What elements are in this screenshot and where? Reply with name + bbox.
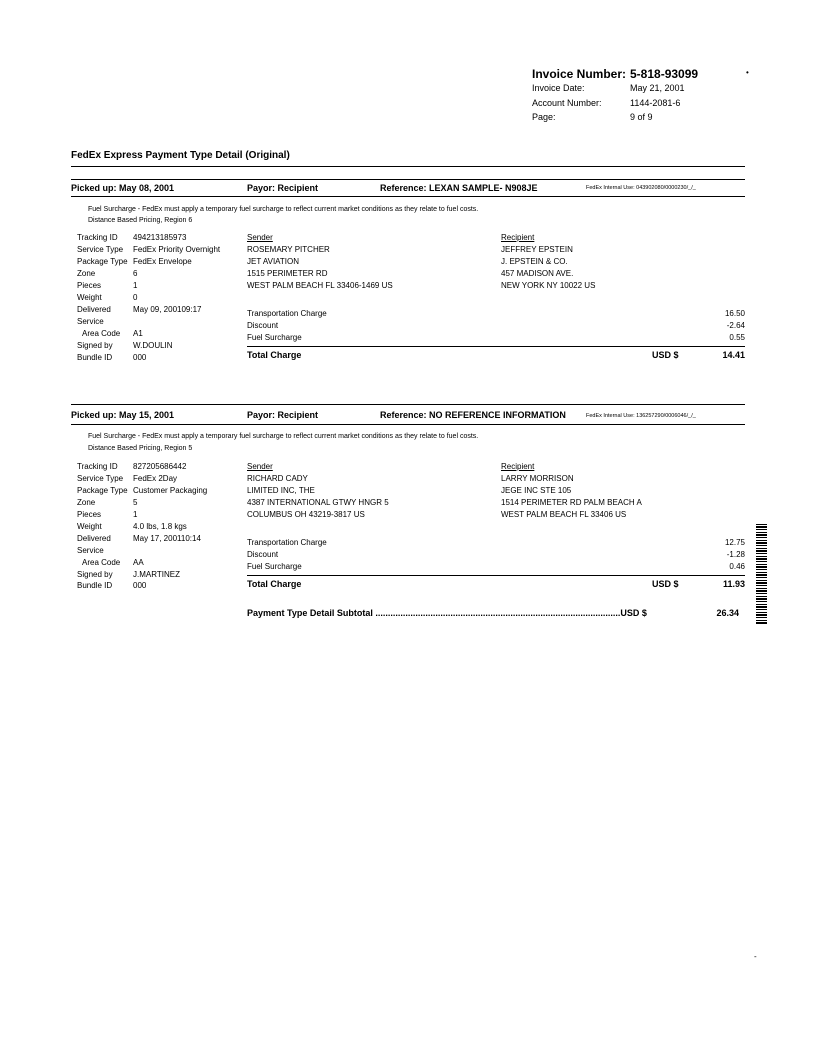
tracking-label: Tracking ID [77, 462, 118, 471]
sender-label: Sender [247, 462, 273, 471]
pieces: 1 [133, 510, 138, 519]
bundle-id-label: Bundle ID [77, 353, 113, 362]
service-label: Service [77, 317, 104, 326]
charge-amount: 16.50 [724, 309, 745, 318]
charge-label: Discount [247, 550, 279, 559]
recipient-label: Recipient [501, 233, 535, 242]
tracking-id: 494213185973 [133, 233, 187, 242]
total-rule [247, 346, 745, 347]
recipient-line: 457 MADISON AVE. [501, 269, 574, 278]
fuel-note: Fuel Surcharge - FedEx must apply a temporary fuel surcharge to reflect current market conditions as they relate to fuel costs. [88, 206, 479, 213]
invoice-number-label: Invoice Number: [532, 67, 627, 81]
sender-label: Sender [247, 233, 273, 242]
picked-up-date: Picked up: May 08, 2001 [71, 183, 175, 193]
pieces-label: Pieces [77, 510, 102, 519]
charge-amount: -1.28 [726, 550, 745, 559]
total-currency: USD $ [652, 350, 679, 360]
page-label: Page: [532, 112, 556, 122]
sender-line: LIMITED INC, THE [247, 486, 315, 495]
weight-label: Weight [77, 293, 102, 302]
service-type: FedEx 2Day [133, 474, 178, 483]
package-type-label: Package Type [77, 486, 128, 495]
pieces-label: Pieces [77, 281, 102, 290]
zone: 5 [133, 498, 138, 507]
sender-line: COLUMBUS OH 43219-3817 US [247, 510, 365, 519]
charge-label: Fuel Surcharge [247, 562, 302, 571]
section-rule [71, 166, 745, 167]
charge-amount: 0.46 [729, 562, 745, 571]
service-label: Service [77, 546, 104, 555]
invoice-number: 5-818-93099 [630, 67, 699, 81]
footer-mark: - [754, 952, 757, 961]
zone-label: Zone [77, 498, 96, 507]
area-code-label: Area Code [82, 558, 121, 567]
pieces: 1 [133, 281, 138, 290]
recipient-line: LARRY MORRISON [501, 474, 574, 483]
recipient-label: Recipient [501, 462, 535, 471]
invoice-date: May 21, 2001 [630, 83, 685, 93]
shipment-header-rule [71, 196, 745, 197]
service-type-label: Service Type [77, 245, 124, 254]
weight-label: Weight [77, 522, 102, 531]
charge-amount: -2.64 [726, 321, 745, 330]
barcode-graphic [756, 524, 767, 624]
delivered: May 09, 200109:17 [133, 305, 202, 314]
recipient-line: JEFFREY EPSTEIN [501, 245, 573, 254]
delivered-label: Delivered [77, 305, 111, 314]
recipient-line: NEW YORK NY 10022 US [501, 281, 596, 290]
shipment-top-rule [71, 179, 745, 180]
shipment-top-rule [71, 404, 745, 405]
total-currency: USD $ [652, 579, 679, 589]
picked-up-date: Picked up: May 15, 2001 [71, 410, 175, 420]
internal-use: FedEx Internal Use: 136257290/0006046/_/_ [586, 413, 696, 419]
signed-by: W.DOULIN [133, 341, 173, 350]
sender-line: WEST PALM BEACH FL 33406-1469 US [247, 281, 393, 290]
bundle-id-label: Bundle ID [77, 581, 113, 590]
service-type: FedEx Priority Overnight [133, 245, 221, 254]
charge-label: Transportation Charge [247, 309, 327, 318]
area-code: A1 [133, 329, 143, 338]
page-number: 9 of 9 [630, 112, 653, 122]
sender-line: 1515 PERIMETER RD [247, 269, 328, 278]
sender-line: 4387 INTERNATIONAL GTWY HNGR 5 [247, 498, 389, 507]
total-rule [247, 575, 745, 576]
shipment-header-rule [71, 424, 745, 425]
reference: Reference: LEXAN SAMPLE- N908JE [380, 183, 538, 193]
signed-by-label: Signed by [77, 341, 113, 350]
package-type-label: Package Type [77, 257, 128, 266]
charge-label: Discount [247, 321, 279, 330]
pricing-note: Distance Based Pricing, Region 5 [88, 445, 193, 452]
weight: 4.0 lbs, 1.8 kgs [133, 522, 187, 531]
pricing-note: Distance Based Pricing, Region 6 [88, 217, 193, 224]
package-type: FedEx Envelope [133, 257, 192, 266]
recipient-line: JEGE INC STE 105 [501, 486, 572, 495]
recipient-line: WEST PALM BEACH FL 33406 US [501, 510, 627, 519]
charge-label: Transportation Charge [247, 538, 327, 547]
weight: 0 [133, 293, 138, 302]
sender-line: RICHARD CADY [247, 474, 308, 483]
fuel-note: Fuel Surcharge - FedEx must apply a temporary fuel surcharge to reflect current market conditions as they relate to fuel costs. [88, 433, 479, 440]
signed-by: J.MARTINEZ [133, 570, 180, 579]
payor: Payor: Recipient [247, 410, 319, 420]
recipient-line: 1514 PERIMETER RD PALM BEACH A [501, 498, 642, 507]
total-charge-label: Total Charge [247, 350, 302, 360]
area-code-label: Area Code [82, 329, 121, 338]
delivered-label: Delivered [77, 534, 111, 543]
internal-use: FedEx Internal Use: 043902080/0000230/_/_ [586, 185, 696, 191]
service-type-label: Service Type [77, 474, 124, 483]
charge-amount: 0.55 [729, 333, 745, 342]
payor: Payor: Recipient [247, 183, 319, 193]
subtotal-label: Payment Type Detail Subtotal ..................................................................................................USD $ [247, 608, 647, 618]
total-charge: 14.41 [722, 350, 745, 360]
section-title: FedEx Express Payment Type Detail (Original) [71, 150, 290, 161]
account-number: 1144-2081-6 [630, 98, 681, 108]
area-code: AA [133, 558, 144, 567]
total-charge-label: Total Charge [247, 579, 302, 589]
zone: 6 [133, 269, 138, 278]
charge-label: Fuel Surcharge [247, 333, 302, 342]
reference: Reference: NO REFERENCE INFORMATION [380, 410, 566, 420]
signed-by-label: Signed by [77, 570, 113, 579]
tracking-id: 827205686442 [133, 462, 187, 471]
delivered: May 17, 200110:14 [133, 534, 201, 543]
package-type: Customer Packaging [133, 486, 208, 495]
tracking-label: Tracking ID [77, 233, 118, 242]
corner-mark: • [746, 68, 749, 77]
account-number-label: Account Number: [532, 98, 602, 108]
zone-label: Zone [77, 269, 96, 278]
recipient-line: J. EPSTEIN & CO. [501, 257, 568, 266]
sender-line: ROSEMARY PITCHER [247, 245, 330, 254]
charge-amount: 12.75 [724, 538, 745, 547]
bundle-id: 000 [133, 581, 147, 590]
subtotal-amount: 26.34 [716, 608, 739, 618]
invoice-date-label: Invoice Date: [532, 83, 585, 93]
total-charge: 11.93 [722, 579, 745, 589]
sender-line: JET AVIATION [247, 257, 300, 266]
bundle-id: 000 [133, 353, 147, 362]
